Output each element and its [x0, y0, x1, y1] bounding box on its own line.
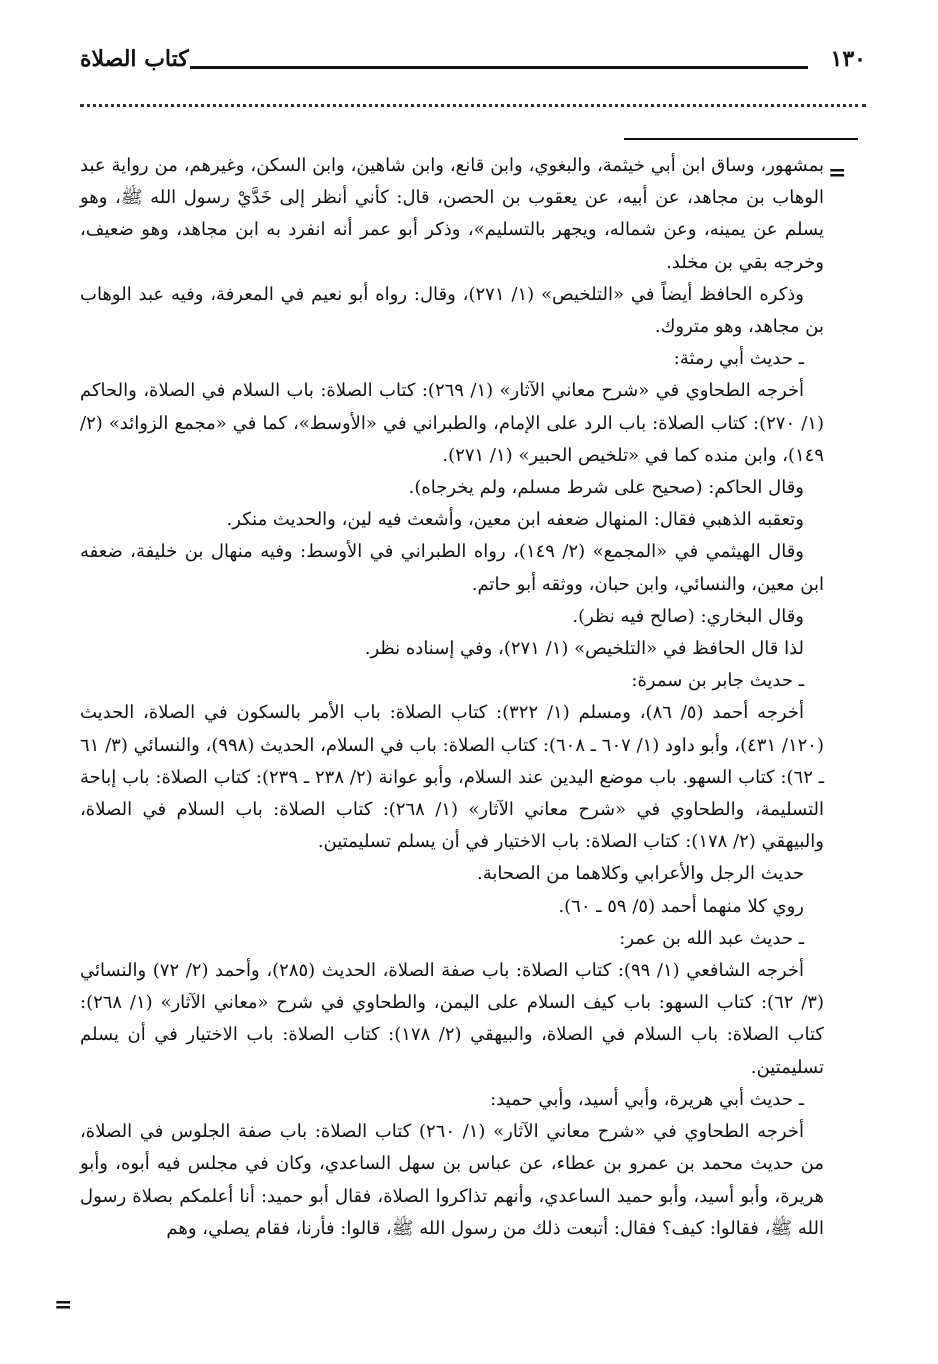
paragraph: حديث الرجل والأعرابي وكلاهما من الصحابة.: [477, 863, 804, 885]
paragraph: بمشهور، وساق ابن أبي خيثمة، والبغوي، وابن قانع، وابن شاهين، وابن السكن، وغيرهم، من رواية عبد الوهاب بن مجاهد، عن أبيه، عن يعقوب بن الحصن، قال: كأني أنظر إلى خَدَّيْ رسول الله ﷺ، وهو يسلم عن يمينه، وعن شماله، ويجهر بالتسليم»، وذكر أبو عمر أنه انفرد به ابن مجاهد، وهو ضعيف، وخرجه بقي بن مخلد.: [80, 155, 824, 273]
paragraph: روي كلا منهما أحمد (٥/ ٥٩ ـ ٦٠).: [558, 895, 804, 917]
paragraph: أخرجه الشافعي (١/ ٩٩): كتاب الصلاة: باب صفة الصلاة، الحديث (٢٨٥)، وأحمد (٢/ ٧٢) والنسائي (٣/ ٦٢): كتاب السهو: باب كيف السلام على اليمن، والطحاوي في شرح «معاني الآثار» (١/ ٢٦٨): كتاب الصلاة: باب السلام في الصلاة، والبيهقي (٢/ ١٧٨): كتاب الصلاة: باب الاختيار في أن يسلم تسليمتين.: [80, 960, 824, 1078]
paragraph: أخرجه أحمد (٥/ ٨٦)، ومسلم (١/ ٣٢٢): كتاب الصلاة: باب الأمر بالسكون في الصلاة، الحديث (١٢٠/ ٤٣١)، وأبو داود (١/ ٦٠٧ ـ ٦٠٨): كتاب الصلاة: باب في السلام، الحديث (٩٩٨)، والنسائي (٣/ ٦١ ـ ٦٢): كتاب السهو. باب موضع اليدين عند السلام، وأبو عوانة (٢/ ٢٣٨ ـ ٢٣٩): كتاب الصلاة: باب إباحة التسليمة، والطحاوي في «شرح معاني الآثار» (١/ ٢٦٨): كتاب الصلاة: باب السلام في الصلاة، والبيهقي (٢/ ١٧٨): كتاب الصلاة: باب الاختيار في أن يسلم تسليمتين.: [80, 702, 825, 853]
continuation-mark-top: =: [828, 160, 847, 186]
header-rule: [190, 66, 808, 69]
paragraph: وقال البخاري: (صالح فيه نظر).: [572, 605, 804, 627]
paragraph: وقال الهيثمي في «المجمع» (٢/ ١٤٩)، رواه الطبراني في الأوسط: وفيه منهال بن خليفة، ضعفه ابن معين، والنسائي، وابن حبان، ووثقه أبو حاتم.: [80, 541, 824, 595]
paragraph: ـ حديث أبي هريرة، وأبي أسيد، وأبي حميد:: [490, 1088, 804, 1110]
continuation-mark-bottom: =: [54, 1292, 73, 1318]
paragraph: أخرجه الطحاوي في «شرح معاني الآثار» (١/ ٢٦٠) كتاب الصلاة: باب صفة الجلوس في الصلاة، من حديث محمد بن عمرو بن عطاء، عن عباس بن سهل الساعدي، وكان في مجلس فيه أبوه، وأبو هريرة، وأبو أسيد، وأبو حميد الساعدي، وأنهم تذاكروا الصلاة، فقال أبو حميد: أنا أعلمكم بصلاة رسول الله ﷺ، فقالوا: كيف؟ فقال: أتبعت ذلك من رسول الله ﷺ، قالوا: فأرنا، فقام يصلي، وهم: [80, 1121, 824, 1239]
page-header: [80, 44, 866, 80]
footnote-rule: [624, 138, 858, 140]
book-title: كتاب الصلاة: [80, 46, 189, 72]
paragraph: أخرجه الطحاوي في «شرح معاني الآثار» (١/ ٢٦٩): كتاب الصلاة: باب السلام في الصلاة، والحاكم (١/ ٢٧٠): كتاب الصلاة: باب الرد على الإمام، والطبراني في «الأوسط»، كما في «مجمع الزوائد» (٢/ ١٤٩)، وابن منده كما في «تلخيص الحبير» (١/ ٢٧١).: [80, 380, 824, 466]
dotted-separator: [80, 104, 866, 107]
paragraph: ـ حديث عبد الله بن عمر:: [619, 927, 804, 949]
paragraph: ـ حديث جابر بن سمرة:: [631, 670, 804, 692]
page-number: ١٣٠: [830, 46, 866, 72]
footnote-body: [80, 150, 824, 1245]
paragraph: لذا قال الحافظ في «التلخيص» (١/ ٢٧١)، وفي إسناده نظر.: [364, 638, 804, 660]
paragraph: وذكره الحافظ أيضاً في «التلخيص» (١/ ٢٧١)، وقال: رواه أبو نعيم في المعرفة، وفيه عبد الوهاب بن مجاهد، وهو متروك.: [80, 283, 824, 338]
paragraph: وقال الحاكم: (صحيح على شرط مسلم، ولم يخرجاه).: [408, 477, 804, 499]
paragraph: ـ حديث أبي رمثة:: [673, 348, 804, 370]
paragraph: وتعقبه الذهبي فقال: المنهال ضعفه ابن معين، وأشعث فيه لين، والحديث منكر.: [226, 509, 804, 531]
